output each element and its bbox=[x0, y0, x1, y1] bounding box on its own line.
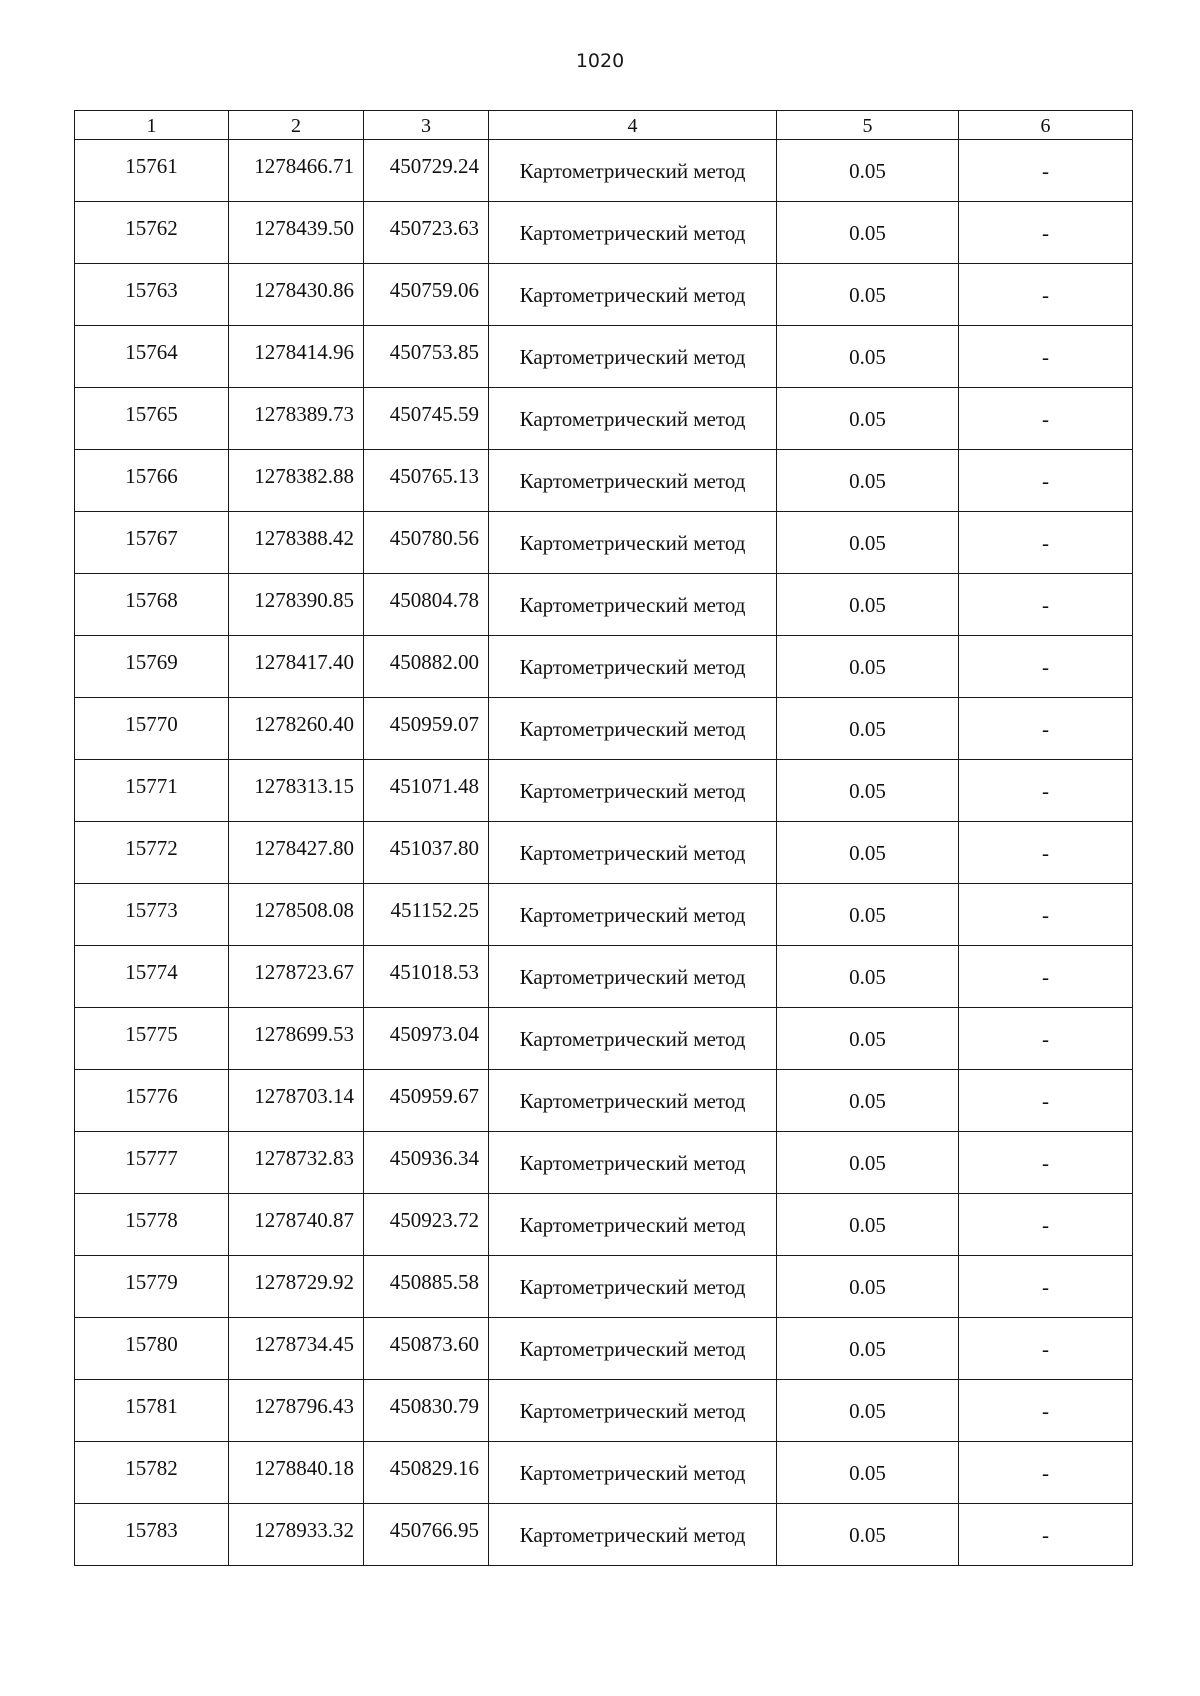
table-body bbox=[75, 140, 1133, 1566]
table-row bbox=[75, 1132, 1133, 1194]
y-coordinate-cell: 451071.48 bbox=[364, 760, 489, 822]
table-row bbox=[75, 1318, 1133, 1380]
table-row bbox=[75, 202, 1133, 264]
x-coordinate-cell: 1278466.71 bbox=[229, 140, 364, 202]
accuracy-cell: 0.05 bbox=[777, 140, 959, 202]
accuracy-cell: 0.05 bbox=[777, 884, 959, 946]
method-cell: Картометрический метод bbox=[489, 1318, 777, 1380]
x-coordinate-cell: 1278729.92 bbox=[229, 1256, 364, 1318]
point-number-cell: 15768 bbox=[75, 574, 229, 636]
coordinates-table bbox=[74, 110, 1133, 1566]
note-cell: - bbox=[959, 1318, 1133, 1380]
accuracy-cell: 0.05 bbox=[777, 1008, 959, 1070]
point-number-cell: 15765 bbox=[75, 388, 229, 450]
column-header: 5 bbox=[777, 111, 959, 140]
accuracy-cell: 0.05 bbox=[777, 1194, 959, 1256]
note-cell: - bbox=[959, 1380, 1133, 1442]
x-coordinate-cell: 1278382.88 bbox=[229, 450, 364, 512]
table-row bbox=[75, 388, 1133, 450]
accuracy-cell: 0.05 bbox=[777, 1256, 959, 1318]
table-row bbox=[75, 636, 1133, 698]
accuracy-cell: 0.05 bbox=[777, 698, 959, 760]
table-row bbox=[75, 1008, 1133, 1070]
note-cell: - bbox=[959, 636, 1133, 698]
column-header: 4 bbox=[489, 111, 777, 140]
method-cell: Картометрический метод bbox=[489, 450, 777, 512]
point-number-cell: 15778 bbox=[75, 1194, 229, 1256]
point-number-cell: 15761 bbox=[75, 140, 229, 202]
method-cell: Картометрический метод bbox=[489, 760, 777, 822]
point-number-cell: 15763 bbox=[75, 264, 229, 326]
column-header: 6 bbox=[959, 111, 1133, 140]
table-row bbox=[75, 1070, 1133, 1132]
note-cell: - bbox=[959, 1132, 1133, 1194]
method-cell: Картометрический метод bbox=[489, 388, 777, 450]
note-cell: - bbox=[959, 388, 1133, 450]
x-coordinate-cell: 1278439.50 bbox=[229, 202, 364, 264]
note-cell: - bbox=[959, 1442, 1133, 1504]
point-number-cell: 15774 bbox=[75, 946, 229, 1008]
point-number-cell: 15783 bbox=[75, 1504, 229, 1566]
accuracy-cell: 0.05 bbox=[777, 512, 959, 574]
table-row bbox=[75, 1256, 1133, 1318]
page-number: 1020 bbox=[575, 50, 625, 72]
y-coordinate-cell: 450766.95 bbox=[364, 1504, 489, 1566]
table-row bbox=[75, 512, 1133, 574]
method-cell: Картометрический метод bbox=[489, 326, 777, 388]
x-coordinate-cell: 1278699.53 bbox=[229, 1008, 364, 1070]
note-cell: - bbox=[959, 1070, 1133, 1132]
method-cell: Картометрический метод bbox=[489, 264, 777, 326]
note-cell: - bbox=[959, 512, 1133, 574]
accuracy-cell: 0.05 bbox=[777, 388, 959, 450]
x-coordinate-cell: 1278740.87 bbox=[229, 1194, 364, 1256]
table-row bbox=[75, 450, 1133, 512]
table-row bbox=[75, 1380, 1133, 1442]
table-row bbox=[75, 574, 1133, 636]
method-cell: Картометрический метод bbox=[489, 1380, 777, 1442]
x-coordinate-cell: 1278389.73 bbox=[229, 388, 364, 450]
point-number-cell: 15781 bbox=[75, 1380, 229, 1442]
note-cell: - bbox=[959, 698, 1133, 760]
point-number-cell: 15764 bbox=[75, 326, 229, 388]
note-cell: - bbox=[959, 760, 1133, 822]
point-number-cell: 15775 bbox=[75, 1008, 229, 1070]
note-cell: - bbox=[959, 326, 1133, 388]
y-coordinate-cell: 451152.25 bbox=[364, 884, 489, 946]
x-coordinate-cell: 1278388.42 bbox=[229, 512, 364, 574]
x-coordinate-cell: 1278430.86 bbox=[229, 264, 364, 326]
method-cell: Картометрический метод bbox=[489, 574, 777, 636]
y-coordinate-cell: 451018.53 bbox=[364, 946, 489, 1008]
method-cell: Картометрический метод bbox=[489, 202, 777, 264]
table-row bbox=[75, 1504, 1133, 1566]
point-number-cell: 15766 bbox=[75, 450, 229, 512]
accuracy-cell: 0.05 bbox=[777, 1318, 959, 1380]
method-cell: Картометрический метод bbox=[489, 140, 777, 202]
method-cell: Картометрический метод bbox=[489, 946, 777, 1008]
note-cell: - bbox=[959, 264, 1133, 326]
method-cell: Картометрический метод bbox=[489, 1132, 777, 1194]
x-coordinate-cell: 1278723.67 bbox=[229, 946, 364, 1008]
column-header: 2 bbox=[229, 111, 364, 140]
x-coordinate-cell: 1278427.80 bbox=[229, 822, 364, 884]
y-coordinate-cell: 450829.16 bbox=[364, 1442, 489, 1504]
table-row bbox=[75, 1442, 1133, 1504]
accuracy-cell: 0.05 bbox=[777, 760, 959, 822]
accuracy-cell: 0.05 bbox=[777, 1070, 959, 1132]
table-row bbox=[75, 884, 1133, 946]
table-row bbox=[75, 946, 1133, 1008]
note-cell: - bbox=[959, 574, 1133, 636]
y-coordinate-cell: 450936.34 bbox=[364, 1132, 489, 1194]
note-cell: - bbox=[959, 1008, 1133, 1070]
point-number-cell: 15770 bbox=[75, 698, 229, 760]
table-row bbox=[75, 264, 1133, 326]
table-header bbox=[75, 111, 1133, 140]
note-cell: - bbox=[959, 1194, 1133, 1256]
y-coordinate-cell: 450882.00 bbox=[364, 636, 489, 698]
accuracy-cell: 0.05 bbox=[777, 264, 959, 326]
y-coordinate-cell: 450923.72 bbox=[364, 1194, 489, 1256]
point-number-cell: 15776 bbox=[75, 1070, 229, 1132]
y-coordinate-cell: 450723.63 bbox=[364, 202, 489, 264]
method-cell: Картометрический метод bbox=[489, 1504, 777, 1566]
note-cell: - bbox=[959, 822, 1133, 884]
method-cell: Картометрический метод bbox=[489, 512, 777, 574]
x-coordinate-cell: 1278734.45 bbox=[229, 1318, 364, 1380]
point-number-cell: 15779 bbox=[75, 1256, 229, 1318]
method-cell: Картометрический метод bbox=[489, 636, 777, 698]
y-coordinate-cell: 451037.80 bbox=[364, 822, 489, 884]
accuracy-cell: 0.05 bbox=[777, 946, 959, 1008]
note-cell: - bbox=[959, 1256, 1133, 1318]
method-cell: Картометрический метод bbox=[489, 1442, 777, 1504]
y-coordinate-cell: 450959.67 bbox=[364, 1070, 489, 1132]
accuracy-cell: 0.05 bbox=[777, 450, 959, 512]
point-number-cell: 15767 bbox=[75, 512, 229, 574]
y-coordinate-cell: 450973.04 bbox=[364, 1008, 489, 1070]
y-coordinate-cell: 450729.24 bbox=[364, 140, 489, 202]
accuracy-cell: 0.05 bbox=[777, 574, 959, 636]
method-cell: Картометрический метод bbox=[489, 698, 777, 760]
accuracy-cell: 0.05 bbox=[777, 1380, 959, 1442]
x-coordinate-cell: 1278933.32 bbox=[229, 1504, 364, 1566]
method-cell: Картометрический метод bbox=[489, 1256, 777, 1318]
note-cell: - bbox=[959, 450, 1133, 512]
accuracy-cell: 0.05 bbox=[777, 636, 959, 698]
accuracy-cell: 0.05 bbox=[777, 1504, 959, 1566]
column-header: 1 bbox=[75, 111, 229, 140]
y-coordinate-cell: 450753.85 bbox=[364, 326, 489, 388]
table-row bbox=[75, 140, 1133, 202]
note-cell: - bbox=[959, 140, 1133, 202]
method-cell: Картометрический метод bbox=[489, 822, 777, 884]
note-cell: - bbox=[959, 202, 1133, 264]
point-number-cell: 15772 bbox=[75, 822, 229, 884]
point-number-cell: 15773 bbox=[75, 884, 229, 946]
table-row bbox=[75, 326, 1133, 388]
x-coordinate-cell: 1278703.14 bbox=[229, 1070, 364, 1132]
point-number-cell: 15782 bbox=[75, 1442, 229, 1504]
y-coordinate-cell: 450780.56 bbox=[364, 512, 489, 574]
point-number-cell: 15762 bbox=[75, 202, 229, 264]
note-cell: - bbox=[959, 1504, 1133, 1566]
x-coordinate-cell: 1278732.83 bbox=[229, 1132, 364, 1194]
method-cell: Картометрический метод bbox=[489, 884, 777, 946]
y-coordinate-cell: 450759.06 bbox=[364, 264, 489, 326]
header-row bbox=[75, 111, 1133, 140]
y-coordinate-cell: 450804.78 bbox=[364, 574, 489, 636]
note-cell: - bbox=[959, 884, 1133, 946]
x-coordinate-cell: 1278390.85 bbox=[229, 574, 364, 636]
note-cell: - bbox=[959, 946, 1133, 1008]
accuracy-cell: 0.05 bbox=[777, 326, 959, 388]
y-coordinate-cell: 450830.79 bbox=[364, 1380, 489, 1442]
y-coordinate-cell: 450765.13 bbox=[364, 450, 489, 512]
accuracy-cell: 0.05 bbox=[777, 202, 959, 264]
y-coordinate-cell: 450873.60 bbox=[364, 1318, 489, 1380]
table-row bbox=[75, 698, 1133, 760]
point-number-cell: 15771 bbox=[75, 760, 229, 822]
point-number-cell: 15777 bbox=[75, 1132, 229, 1194]
x-coordinate-cell: 1278796.43 bbox=[229, 1380, 364, 1442]
column-header: 3 bbox=[364, 111, 489, 140]
x-coordinate-cell: 1278840.18 bbox=[229, 1442, 364, 1504]
point-number-cell: 15769 bbox=[75, 636, 229, 698]
x-coordinate-cell: 1278260.40 bbox=[229, 698, 364, 760]
x-coordinate-cell: 1278508.08 bbox=[229, 884, 364, 946]
accuracy-cell: 0.05 bbox=[777, 822, 959, 884]
y-coordinate-cell: 450885.58 bbox=[364, 1256, 489, 1318]
y-coordinate-cell: 450745.59 bbox=[364, 388, 489, 450]
y-coordinate-cell: 450959.07 bbox=[364, 698, 489, 760]
x-coordinate-cell: 1278414.96 bbox=[229, 326, 364, 388]
point-number-cell: 15780 bbox=[75, 1318, 229, 1380]
table-row bbox=[75, 760, 1133, 822]
x-coordinate-cell: 1278417.40 bbox=[229, 636, 364, 698]
table-row bbox=[75, 1194, 1133, 1256]
accuracy-cell: 0.05 bbox=[777, 1132, 959, 1194]
accuracy-cell: 0.05 bbox=[777, 1442, 959, 1504]
x-coordinate-cell: 1278313.15 bbox=[229, 760, 364, 822]
method-cell: Картометрический метод bbox=[489, 1008, 777, 1070]
method-cell: Картометрический метод bbox=[489, 1070, 777, 1132]
method-cell: Картометрический метод bbox=[489, 1194, 777, 1256]
table-row bbox=[75, 822, 1133, 884]
